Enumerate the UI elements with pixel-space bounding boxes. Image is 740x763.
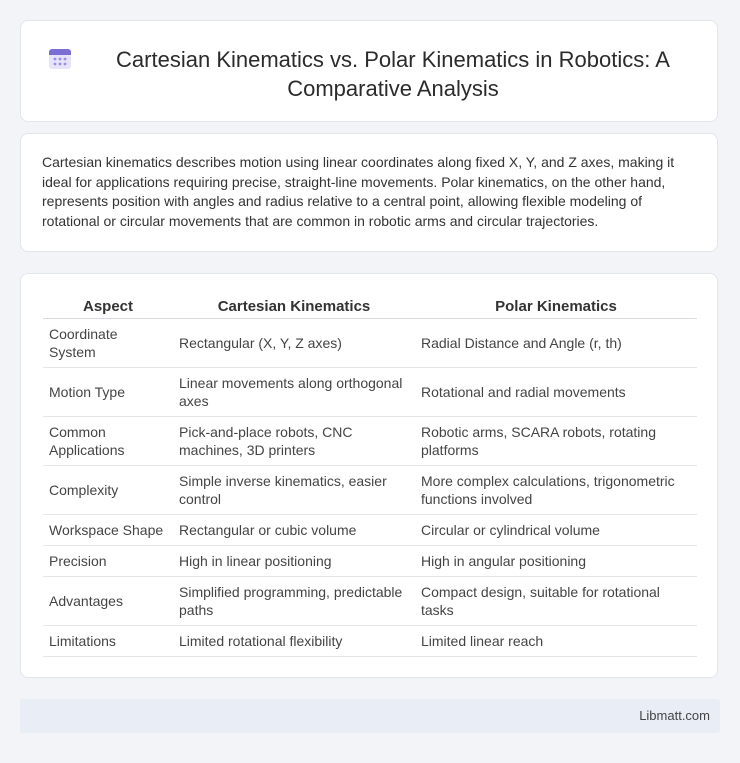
intro-paragraph: Cartesian kinematics describes motion using linear coordinates along fixed X, Y, and Z axes, making it ideal for applications requiring precise, straight-line movements. Polar kinematics, on the other hand, represents position with angles and radius relative to a central point, allowing flexible modeling of rotational or circular movements that are common in robotic arms and circular trajectories. [42,154,675,229]
table-cell-aspect: Complexity [43,466,173,515]
column-header-aspect: Aspect [43,294,173,319]
table-cell-aspect: Motion Type [43,368,173,417]
table-row [43,466,697,515]
table-cell-polar: Compact design, suitable for rotational tasks [415,577,697,626]
table-row [43,577,697,626]
intro-card [20,133,718,252]
table-cell-polar: Robotic arms, SCARA robots, rotating platforms [415,417,697,466]
table-row [43,319,697,368]
table-cell-polar: Limited linear reach [415,626,697,657]
header-card [20,20,718,122]
table-cell-aspect: Precision [43,546,173,577]
table-cell-cartesian: Pick-and-place robots, CNC machines, 3D printers [173,417,415,466]
table-cell-polar: High in angular positioning [415,546,697,577]
table-cell-cartesian: High in linear positioning [173,546,415,577]
table-row [43,515,697,546]
table-row [43,626,697,657]
footer-brand[interactable]: Libmatt.com [639,708,710,723]
calendar-grid-icon [48,47,72,71]
column-header-cartesian: Cartesian Kinematics [173,294,415,319]
table-cell-aspect: Coordinate System [43,319,173,368]
table-cell-aspect: Common Applications [43,417,173,466]
table-cell-polar: More complex calculations, trigonometric functions involved [415,466,697,515]
table-cell-polar: Radial Distance and Angle (r, th) [415,319,697,368]
table-cell-polar: Rotational and radial movements [415,368,697,417]
table-cell-cartesian: Simplified programming, predictable paths [173,577,415,626]
table-row [43,368,697,417]
table-cell-aspect: Limitations [43,626,173,657]
table-cell-cartesian: Linear movements along orthogonal axes [173,368,415,417]
table-cell-cartesian: Limited rotational flexibility [173,626,415,657]
table-row [43,417,697,466]
page-title: Cartesian Kinematics vs. Polar Kinematics in Robotics: A Comparative Analysis [116,47,670,101]
table-cell-cartesian: Rectangular (X, Y, Z axes) [173,319,415,368]
footer-bar [20,699,720,733]
table-header-row [43,294,697,319]
comparison-table [43,294,697,657]
table-cell-polar: Circular or cylindrical volume [415,515,697,546]
table-cell-aspect: Workspace Shape [43,515,173,546]
table-cell-cartesian: Rectangular or cubic volume [173,515,415,546]
table-cell-cartesian: Simple inverse kinematics, easier control [173,466,415,515]
table-cell-aspect: Advantages [43,577,173,626]
table-row [43,546,697,577]
column-header-polar: Polar Kinematics [415,294,697,319]
comparison-table-card [20,273,718,678]
